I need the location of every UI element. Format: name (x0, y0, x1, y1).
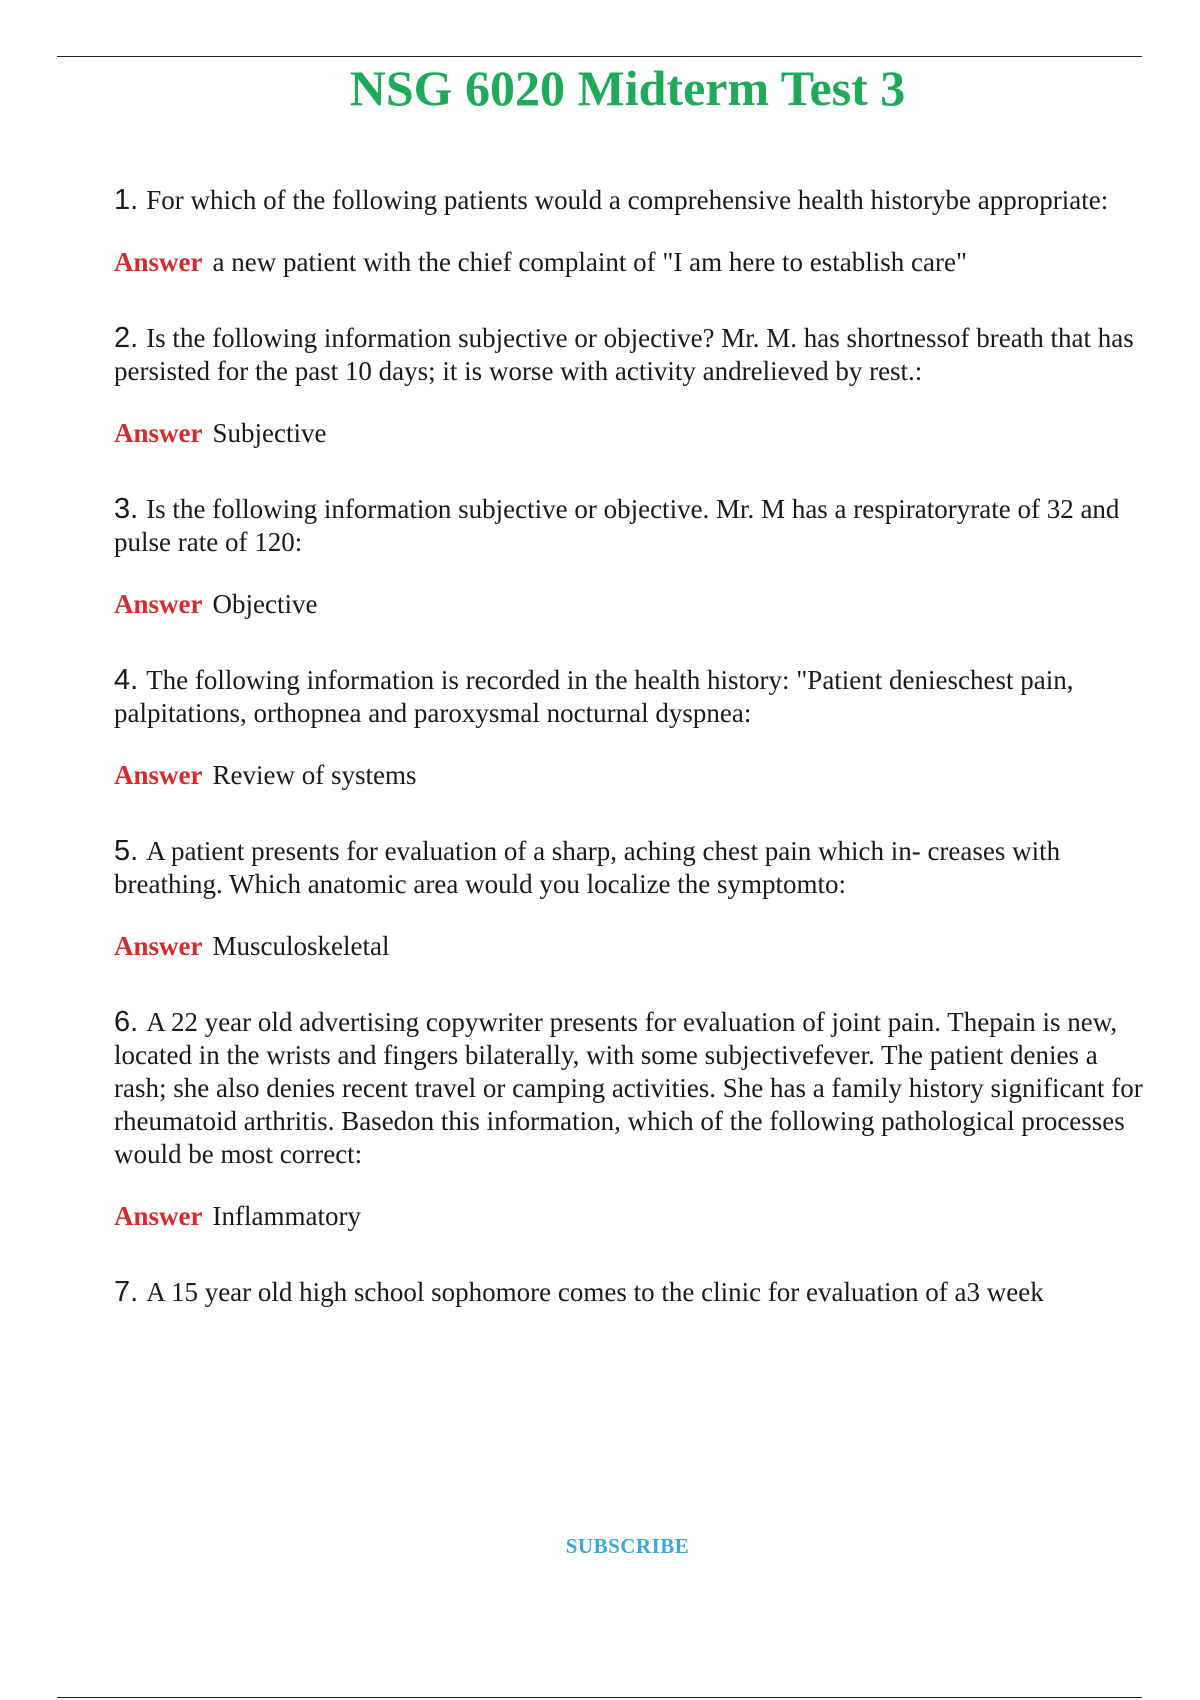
question-number: 4. (114, 664, 139, 696)
answer-text: Musculoskeletal (212, 931, 390, 961)
question-number: 1. (114, 184, 139, 216)
question-item (114, 184, 1144, 279)
question-item (114, 322, 1144, 450)
question-item (114, 493, 1144, 621)
question-item (114, 1276, 1144, 1309)
answer-label: Answer (114, 1201, 203, 1231)
bottom-divider (57, 1697, 1142, 1698)
question-number: 6. (114, 1006, 139, 1038)
subscribe-link[interactable]: SUBSCRIBE (565, 1534, 690, 1558)
question-text: For which of the following patients would a comprehensive health historybe appropriate: (146, 185, 1109, 215)
question-text: A patient presents for evaluation of a sharp, aching chest pain which in- creases with breathing. Which anatomic area would you localize the symptomto: (114, 836, 1061, 899)
top-divider (57, 56, 1142, 57)
question-text: Is the following information subjective or objective. Mr. M has a respiratoryrate of 32 and pulse rate of 120: (114, 494, 1120, 557)
document-title: NSG 6020 Midterm Test 3 (349, 60, 906, 116)
question-text: A 15 year old high school sophomore comes to the clinic for evaluation of a3 week (146, 1277, 1044, 1307)
answer-text: Review of systems (212, 760, 417, 790)
answer-label: Answer (114, 760, 203, 790)
question-number: 2. (114, 322, 139, 354)
answer-label: Answer (114, 247, 203, 277)
answer-label: Answer (114, 589, 203, 619)
question-item (114, 1006, 1144, 1233)
question-item (114, 664, 1144, 792)
question-text: The following information is recorded in the health history: "Patient denieschest pain, palpitations, orthopnea and paroxysmal nocturnal dyspnea: (114, 665, 1074, 728)
answer-label: Answer (114, 931, 203, 961)
answer-text: Inflammatory (212, 1201, 361, 1231)
answer-label: Answer (114, 418, 203, 448)
question-number: 7. (114, 1276, 139, 1308)
answer-text: Subjective (212, 418, 327, 448)
question-number: 3. (114, 493, 139, 525)
question-number: 5. (114, 835, 139, 867)
question-text: A 22 year old advertising copywriter presents for evaluation of joint pain. Thepain is new, located in the wrists and fingers bilaterally, with some subjectivefever. The patient denies a rash; she also denies recent travel or camping activities. She has a family history significant for rheumatoid arthritis. Basedon this information, which of the following pathological processes would be most correct: (114, 1007, 1143, 1169)
question-list (114, 184, 1144, 1352)
answer-text: a new patient with the chief complaint of "I am here to establish care" (212, 247, 968, 277)
question-item (114, 835, 1144, 963)
question-text: Is the following information subjective or objective? Mr. M. has shortnessof breath that has persisted for the past 10 days; it is worse with activity andrelieved by rest.: (114, 323, 1134, 386)
answer-text: Objective (212, 589, 318, 619)
